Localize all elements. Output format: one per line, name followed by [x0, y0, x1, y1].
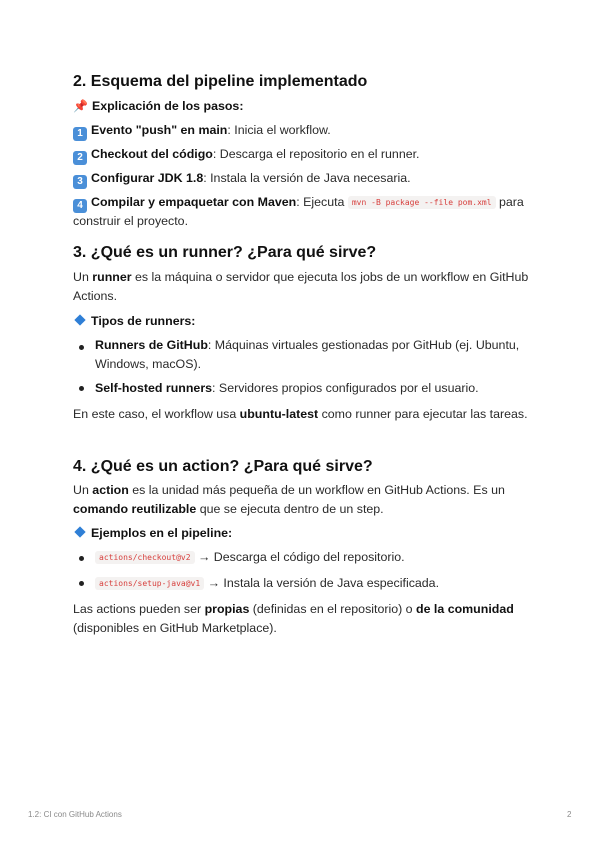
blue-diamond-icon	[74, 526, 85, 537]
section-2-heading: 2. Esquema del pipeline implementado	[73, 73, 368, 90]
bullet-icon	[79, 386, 84, 391]
step-1: 1 Evento "push" en main: Inicia el workflow.	[73, 121, 331, 141]
page-number: 2	[567, 810, 572, 819]
keycap-one-icon: 1	[73, 127, 87, 141]
bullet-icon	[79, 581, 84, 586]
bullet-icon	[79, 556, 84, 561]
runner-types-title: Tipos de runners:	[73, 312, 195, 331]
runner-type-self-hosted: Self-hosted runners: Servidores propios configurados por el usuario.	[95, 381, 479, 395]
runner-closing: En este caso, el workflow usa ubuntu-latest como runner para ejecutar las tareas.	[73, 407, 528, 421]
action-closing: Las actions pueden ser propias (definidas en el repositorio) o de la comunidad (disponibles en GitHub Marketplace).	[73, 602, 514, 635]
step-4-continuation: construir el proyecto.	[73, 214, 189, 228]
keycap-three-icon: 3	[73, 175, 87, 189]
action-example-setup-java: actions/setup-java@v1 → Instala la versión de Java especificada.	[95, 574, 535, 593]
blue-diamond-icon	[74, 314, 85, 325]
step-4: 4 Compilar y empaquetar con Maven: Ejecuta mvn -B package --file pom.xml para	[73, 193, 524, 213]
steps-title: 📌 Explicación de los pasos:	[73, 99, 244, 113]
footer-title: 1.2: CI con GitHub Actions	[28, 810, 122, 819]
runner-type-github: Runners de GitHub: Máquinas virtuales gestionadas por GitHub (ej. Ubuntu, Windows, macOS).	[95, 338, 520, 371]
step-2: 2 Checkout del código: Descarga el repositorio en el runner.	[73, 145, 419, 165]
action-example-checkout: actions/checkout@v2 → Descarga el código del repositorio.	[95, 548, 535, 567]
bullet-icon	[79, 345, 84, 350]
action-examples-title: Ejemplos en el pipeline:	[73, 524, 232, 543]
keycap-two-icon: 2	[73, 151, 87, 165]
pushpin-icon: 📌	[73, 99, 88, 113]
section-4-heading: 4. ¿Qué es un action? ¿Para qué sirve?	[73, 458, 373, 475]
keycap-four-icon: 4	[73, 199, 87, 213]
action-definition: Un action es la unidad más pequeña de un workflow en GitHub Actions. Es un comando reutilizable que se ejecuta dentro de un step.	[73, 483, 505, 516]
step-3: 3 Configurar JDK 1.8: Instala la versión de Java necesaria.	[73, 169, 411, 189]
section-3-heading: 3. ¿Qué es un runner? ¿Para qué sirve?	[73, 244, 377, 261]
maven-command-code: mvn -B package --file pom.xml	[348, 196, 496, 209]
runner-definition: Un runner es la máquina o servidor que ejecuta los jobs de un workflow en GitHub Actions.	[73, 270, 529, 303]
